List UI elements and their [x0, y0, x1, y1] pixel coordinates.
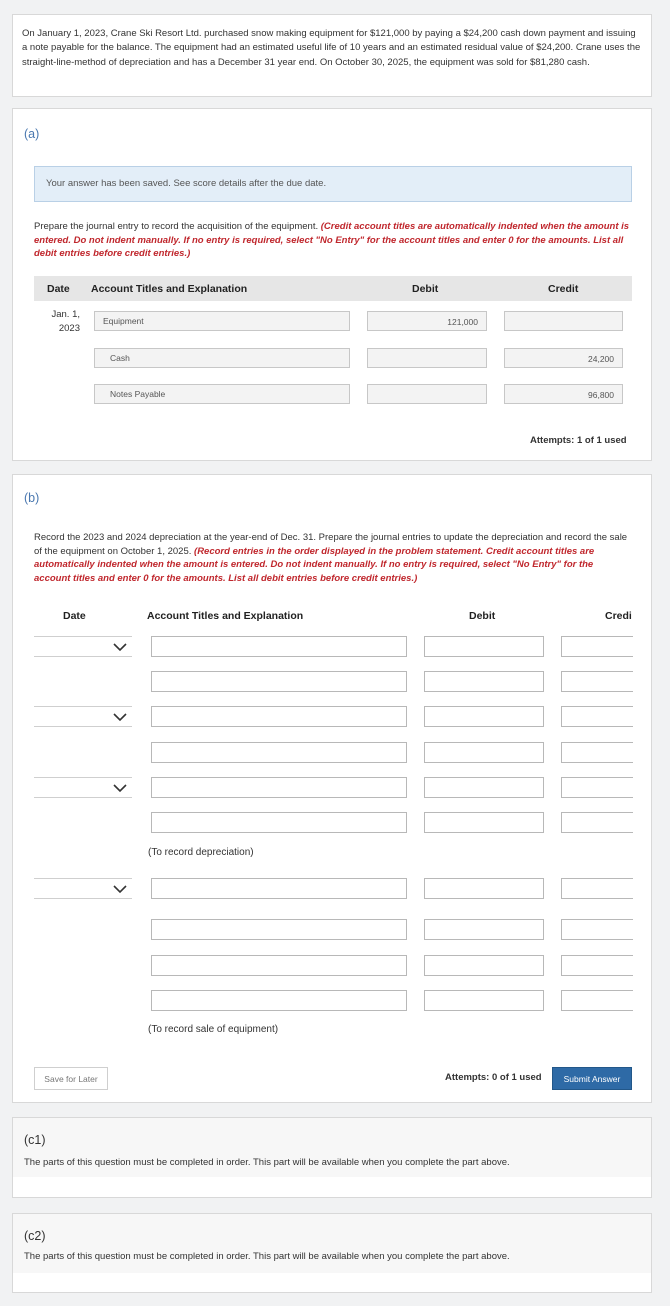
part-a-debit-field[interactable]: 121,000	[367, 311, 487, 331]
account-input[interactable]	[151, 955, 407, 976]
part-a-attempts: Attempts: 1 of 1 used	[530, 435, 627, 446]
part-c1-label: (c1)	[24, 1133, 46, 1147]
memo-sale: (To record sale of equipment)	[148, 1024, 279, 1035]
part-a-date-line2: 2023	[58, 323, 80, 334]
debit-input[interactable]	[424, 742, 544, 763]
part-a-header-credit: Credit	[548, 283, 579, 295]
part-a-debit-field[interactable]	[367, 384, 487, 404]
part-b-header-account: Account Titles and Explanation	[147, 610, 304, 622]
chevron-down-icon	[112, 711, 128, 723]
credit-input[interactable]	[561, 777, 633, 798]
debit-input[interactable]	[424, 919, 544, 940]
save-for-later-button[interactable]: Save for Later	[34, 1067, 108, 1090]
debit-input[interactable]	[424, 990, 544, 1011]
memo-depreciation: (To record depreciation)	[148, 847, 254, 858]
date-select[interactable]	[34, 878, 132, 899]
saved-notice-text: Your answer has been saved. See score details after the due date.	[46, 178, 327, 189]
credit-input[interactable]	[561, 919, 633, 940]
debit-input[interactable]	[424, 706, 544, 727]
chevron-down-icon	[112, 641, 128, 653]
chevron-down-icon	[112, 782, 128, 794]
credit-input[interactable]	[561, 812, 633, 833]
part-c2-label: (c2)	[24, 1229, 46, 1243]
account-input[interactable]	[151, 812, 407, 833]
account-input[interactable]	[151, 706, 407, 727]
problem-text: On January 1, 2023, Crane Ski Resort Ltd. purchased snow making equipment for $121,000 by paying a $24,200 cash down payment and issuing a note payable for the balance. The equipment had an estimated useful life of 10 years and an estimated residual value of $24,200. Crane uses the straight-line-method of depreciation and has a December 31 year end. On October 30, 2025, the equipment was sold for $81,280 cash.	[22, 28, 641, 68]
date-select[interactable]	[34, 706, 132, 727]
part-b-header-debit: Debit	[469, 610, 496, 622]
part-a-label: (a)	[24, 127, 40, 141]
part-a-account-field[interactable]: Notes Payable	[94, 384, 350, 404]
credit-input[interactable]	[561, 955, 633, 976]
part-c2-locked-text: The parts of this question must be completed in order. This part will be available when you complete the part above.	[24, 1251, 510, 1262]
debit-input[interactable]	[424, 777, 544, 798]
account-input[interactable]	[151, 671, 407, 692]
credit-input[interactable]	[561, 671, 633, 692]
part-b-label: (b)	[24, 491, 40, 505]
part-a-date	[40, 308, 80, 336]
account-input[interactable]	[151, 919, 407, 940]
date-select[interactable]	[34, 636, 132, 657]
part-c1-locked-text: The parts of this question must be completed in order. This part will be available when you complete the part above.	[24, 1157, 510, 1168]
debit-input[interactable]	[424, 878, 544, 899]
account-input[interactable]	[151, 636, 407, 657]
credit-input[interactable]	[561, 878, 633, 899]
debit-input[interactable]	[424, 671, 544, 692]
date-select[interactable]	[34, 777, 132, 798]
debit-input[interactable]	[424, 955, 544, 976]
part-a-instructions	[34, 220, 634, 261]
account-input[interactable]	[151, 777, 407, 798]
part-c2-band	[13, 1273, 651, 1292]
credit-input[interactable]	[561, 636, 633, 657]
part-b-instruction-note: (Record entries in the order displayed in the problem statement. Credit account titles are automatically indented when the amount is entered. Do not indent manually. If no entry is required, select "No Entry" for the account titles and enter 0 for the amounts. List all debit entries before credit entries.)	[34, 545, 595, 584]
account-input[interactable]	[151, 990, 407, 1011]
part-a-header-debit: Debit	[412, 283, 439, 295]
credit-input[interactable]	[561, 990, 633, 1011]
part-c1-band	[13, 1177, 651, 1197]
part-a-account-field[interactable]: Cash	[94, 348, 350, 368]
part-a-credit-field[interactable]: 24,200	[504, 348, 623, 368]
part-a-header-account: Account Titles and Explanation	[91, 283, 248, 295]
part-a-header-date: Date	[47, 283, 70, 295]
part-b-header-date: Date	[63, 610, 86, 622]
part-a-account-field[interactable]: Equipment	[94, 311, 350, 331]
credit-input[interactable]	[561, 742, 633, 763]
part-a-instruction-text: Prepare the journal entry to record the acquisition of the equipment.	[34, 221, 319, 232]
part-a-credit-field[interactable]: 96,800	[504, 384, 623, 404]
saved-notice	[34, 166, 632, 202]
account-input[interactable]	[151, 742, 407, 763]
account-input[interactable]	[151, 878, 407, 899]
credit-input[interactable]	[561, 706, 633, 727]
submit-answer-button[interactable]: Submit Answer	[552, 1067, 632, 1090]
part-b-attempts: Attempts: 0 of 1 used	[445, 1072, 542, 1083]
chevron-down-icon	[112, 883, 128, 895]
part-b-instructions	[34, 531, 632, 585]
part-a-instruction-note: (Credit account titles are automatically indented when the amount is entered. Do not indent manually. If no entry is required, select "No Entry" for the account titles and enter 0 for the amounts. List all debit entries before credit entries.)	[34, 221, 630, 260]
part-a-debit-field[interactable]	[367, 348, 487, 368]
debit-input[interactable]	[424, 812, 544, 833]
debit-input[interactable]	[424, 636, 544, 657]
part-a-credit-field[interactable]	[504, 311, 623, 331]
part-a-date-line1: Jan. 1,	[51, 309, 80, 320]
part-b-header-credit: Credi	[605, 610, 632, 622]
part-b-instruction-text: Record the 2023 and 2024 depreciation at the year-end of Dec. 31. Prepare the journal entries to update the depreciation and record the sale of the equipment on October 1, 2025.	[34, 532, 628, 557]
